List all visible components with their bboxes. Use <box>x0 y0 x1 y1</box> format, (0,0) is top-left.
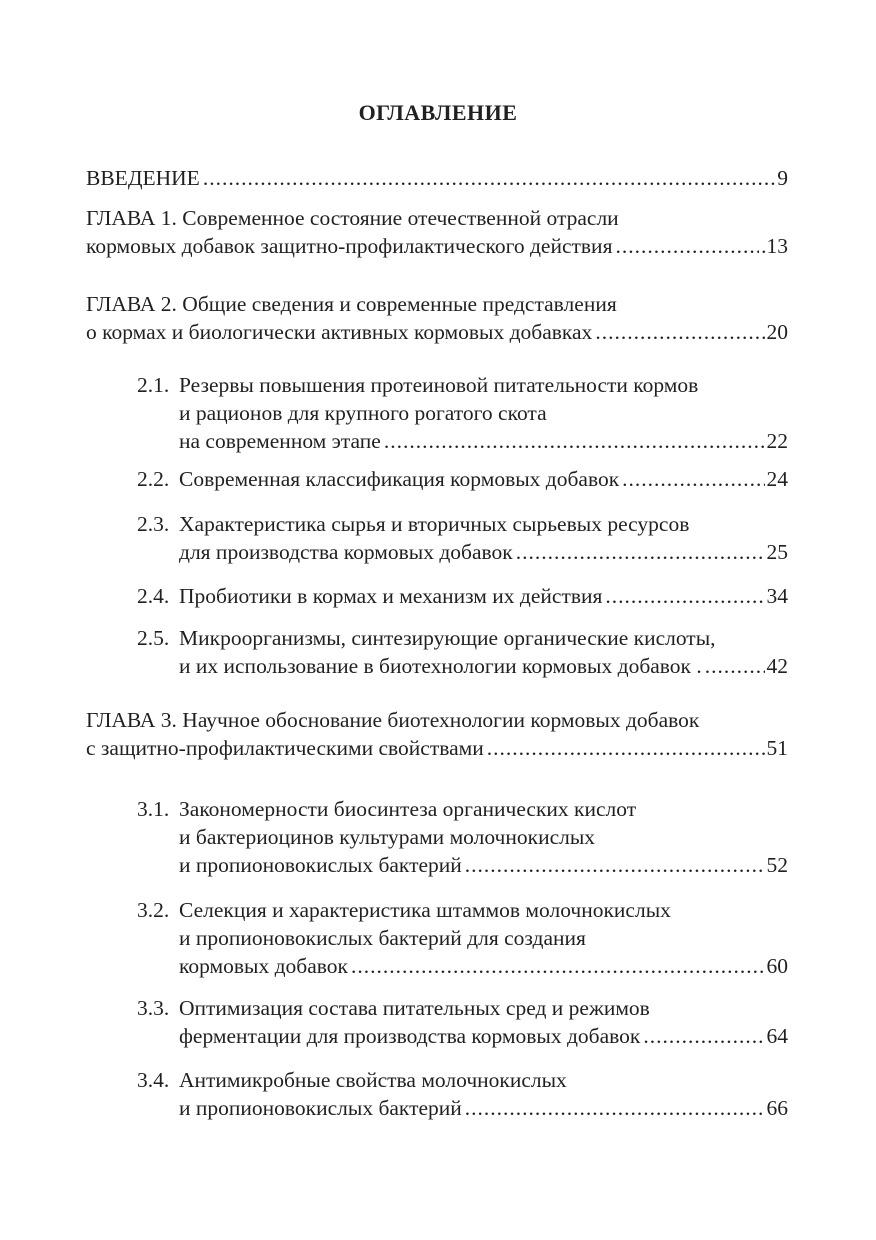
toc-entry-line <box>179 896 788 924</box>
toc-entry-text: для производства кормовых добавок <box>179 540 513 564</box>
page-number: 9 <box>777 166 788 190</box>
toc-entry-line <box>179 624 788 652</box>
toc-entry-text: ВВЕДЕНИЕ <box>86 166 200 190</box>
toc-entry-link[interactable] <box>86 232 788 260</box>
leader-dots <box>516 538 765 566</box>
section-number: 3.3. <box>137 996 170 1020</box>
toc-entry-text: и рационов для крупного рогатого скота <box>179 401 547 425</box>
toc-entry-text: Микроорганизмы, синтезирующие органические кислоты, <box>179 626 716 650</box>
section-number: 2.3. <box>137 512 170 536</box>
toc-entry-text: Оптимизация состава питательных сред и режимов <box>179 996 650 1020</box>
toc-entry-link[interactable] <box>86 318 788 346</box>
leader-dots <box>384 427 765 455</box>
section-number: 2.1. <box>137 373 170 397</box>
leader-dots <box>622 465 764 493</box>
page-number: 42 <box>766 654 788 678</box>
page-number: .13 <box>761 234 788 258</box>
leader-dots <box>351 952 765 980</box>
toc-entry-line <box>86 706 788 734</box>
leader-dots <box>465 1094 765 1122</box>
toc-entry-line <box>179 795 788 823</box>
toc-entry-text: Пробиотики в кормах и механизм их действия <box>179 584 603 608</box>
toc-entry-text: о кормах и биологически активных кормовых добавках <box>86 320 593 344</box>
section-number: 2.4. <box>137 584 170 608</box>
toc-entry-text: кормовых добавок <box>179 954 348 978</box>
toc-entry-link[interactable] <box>179 582 788 610</box>
toc-entry-link[interactable] <box>179 465 788 493</box>
toc-entry-link[interactable] <box>179 1094 788 1122</box>
page-number: 25 <box>766 540 788 564</box>
toc-entry-line <box>179 924 788 952</box>
toc-entry-link[interactable] <box>179 427 788 455</box>
toc-entry-line <box>179 399 788 427</box>
toc-entry-line <box>179 994 788 1022</box>
toc-entry-text: и пропионовокислых бактерий <box>179 853 462 877</box>
page-number: 52 <box>766 853 788 877</box>
toc-entry-link[interactable] <box>179 538 788 566</box>
toc-entry-text: Характеристика сырья и вторичных сырьевых ресурсов <box>179 512 690 536</box>
toc-entry-link[interactable] <box>86 164 788 192</box>
leader-dots <box>615 232 759 260</box>
toc-entry-text: и их использование в биотехнологии кормовых добавок . <box>179 654 702 678</box>
toc-entry-line <box>86 204 788 232</box>
toc-entry-line <box>179 1066 788 1094</box>
toc-entry-link[interactable] <box>179 652 788 680</box>
page-number: 60 <box>766 954 788 978</box>
leader-dots <box>605 582 764 610</box>
page-title: ОГЛАВЛЕНИЕ <box>358 100 518 125</box>
page-number: 64 <box>766 1024 788 1048</box>
page-number: 24 <box>766 467 788 491</box>
page-number: 22 <box>766 429 788 453</box>
toc-entry-text: с защитно-профилактическими свойствами <box>86 736 484 760</box>
toc-entry-text: и пропионовокислых бактерий для создания <box>179 926 586 950</box>
toc-entry-text: ГЛАВА 3. Научное обоснование биотехнологии кормовых добавок <box>86 708 700 732</box>
toc-entry-line <box>86 290 788 318</box>
toc-entry-text: и пропионовокислых бактерий <box>179 1096 462 1120</box>
toc-entry-text: Закономерности биосинтеза органических кислот <box>179 797 637 821</box>
toc-entry-text: Современная классификация кормовых добавок <box>179 467 620 491</box>
section-number: 2.5. <box>137 626 170 650</box>
page-number: 34 <box>766 584 788 608</box>
toc-entry-line <box>179 510 788 538</box>
toc-entry-text: ферментации для производства кормовых добавок <box>179 1024 641 1048</box>
leader-dots <box>595 318 764 346</box>
leader-dots <box>643 1022 764 1050</box>
toc-entry-text: ГЛАВА 1. Современное состояние отечественной отрасли <box>86 206 619 230</box>
toc-entry-text: Резервы повышения протеиновой питательности кормов <box>179 373 699 397</box>
section-number: 3.4. <box>137 1068 170 1092</box>
leader-dots <box>465 851 765 879</box>
section-number: 3.2. <box>137 898 170 922</box>
toc-entry-line <box>179 823 788 851</box>
leader-dots <box>705 652 765 680</box>
section-number: 2.2. <box>137 467 170 491</box>
toc-entry-link[interactable] <box>179 1022 788 1050</box>
page-number: 51 <box>766 736 788 760</box>
toc-entry-link[interactable] <box>179 952 788 980</box>
toc-entry-link[interactable] <box>179 851 788 879</box>
toc-entry-text: Антимикробные свойства молочнокислых <box>179 1068 567 1092</box>
toc-entry-text: на современном этапе <box>179 429 381 453</box>
toc-entry-line <box>179 371 788 399</box>
toc-entry-text: Селекция и характеристика штаммов молочнокислых <box>179 898 671 922</box>
toc-entry-text: кормовых добавок защитно-профилактического действия <box>86 234 613 258</box>
page-number: 20 <box>766 320 788 344</box>
leader-dots <box>203 164 775 192</box>
section-number: 3.1. <box>137 797 170 821</box>
toc-entry-link[interactable] <box>86 734 788 762</box>
toc-entry-text: ГЛАВА 2. Общие сведения и современные представления <box>86 292 617 316</box>
page-number: 66 <box>766 1096 788 1120</box>
leader-dots <box>487 734 765 762</box>
toc-entry-text: и бактериоцинов культурами молочнокислых <box>179 825 596 849</box>
